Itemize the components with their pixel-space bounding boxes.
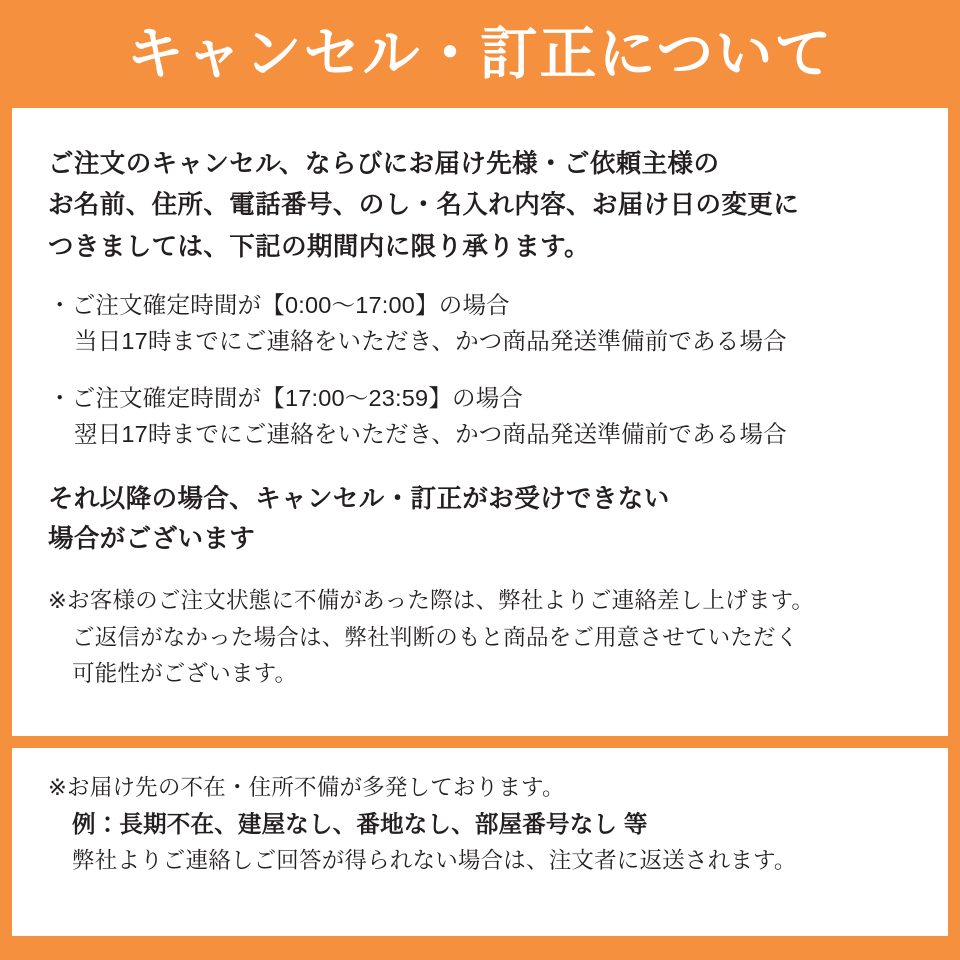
condition-1-detail: 当日17時までにご連絡をいただき、かつ商品発送準備前である場合 bbox=[74, 327, 787, 354]
lead-line-1: ご注文のキャンセル、ならびにお届け先様・ご依頼主様の bbox=[48, 150, 720, 178]
absence-return-line: 弊社よりご連絡しご回答が得られない場合は、注文者に返送されます。 bbox=[72, 847, 797, 873]
main-notice-panel bbox=[12, 108, 948, 736]
condition-item-2 bbox=[48, 381, 912, 452]
condition-2-detail: 翌日17時までにご連絡をいただき、かつ商品発送準備前である場合 bbox=[74, 421, 787, 448]
lead-line-3: つきましては、下記の期間内に限り承ります。 bbox=[48, 232, 590, 261]
deadline-warning-line-1: それ以降の場合、キャンセル・訂正がお受けできない bbox=[48, 484, 670, 513]
absence-examples-line: 例：長期不在、建屋なし、番地なし、部屋番号なし 等 bbox=[72, 810, 648, 837]
condition-2-title: ・ご注文確定時間が【17:00〜23:59】の場合 bbox=[48, 385, 524, 412]
deadline-warning bbox=[48, 479, 912, 560]
deadline-warning-line-2: 場合がございます bbox=[48, 525, 256, 554]
fineprint-line-1: ※お客様のご注文状態に不備があった際は、弊社よりご連絡差し上げます。 bbox=[48, 588, 815, 614]
fineprint-block bbox=[48, 583, 912, 692]
condition-1-title: ・ご注文確定時間が【0:00〜17:00】の場合 bbox=[48, 291, 510, 318]
delivery-absence-panel bbox=[12, 748, 948, 936]
fineprint-line-2: ご返信がなかった場合は、弊社判断のもと商品をご用意させていただく bbox=[72, 624, 799, 650]
page-title: キャンセル・訂正について bbox=[126, 21, 834, 86]
fineprint-line-3: 可能性がございます。 bbox=[72, 661, 298, 687]
page-header bbox=[0, 0, 960, 108]
absence-notice-line: ※お届け先の不在・住所不備が多発しております。 bbox=[48, 775, 565, 800]
condition-item-1 bbox=[48, 288, 912, 359]
lead-paragraph bbox=[48, 108, 912, 268]
lead-line-2: お名前、住所、電話番号、のし・名入れ内容、お届け日の変更に bbox=[48, 191, 800, 220]
